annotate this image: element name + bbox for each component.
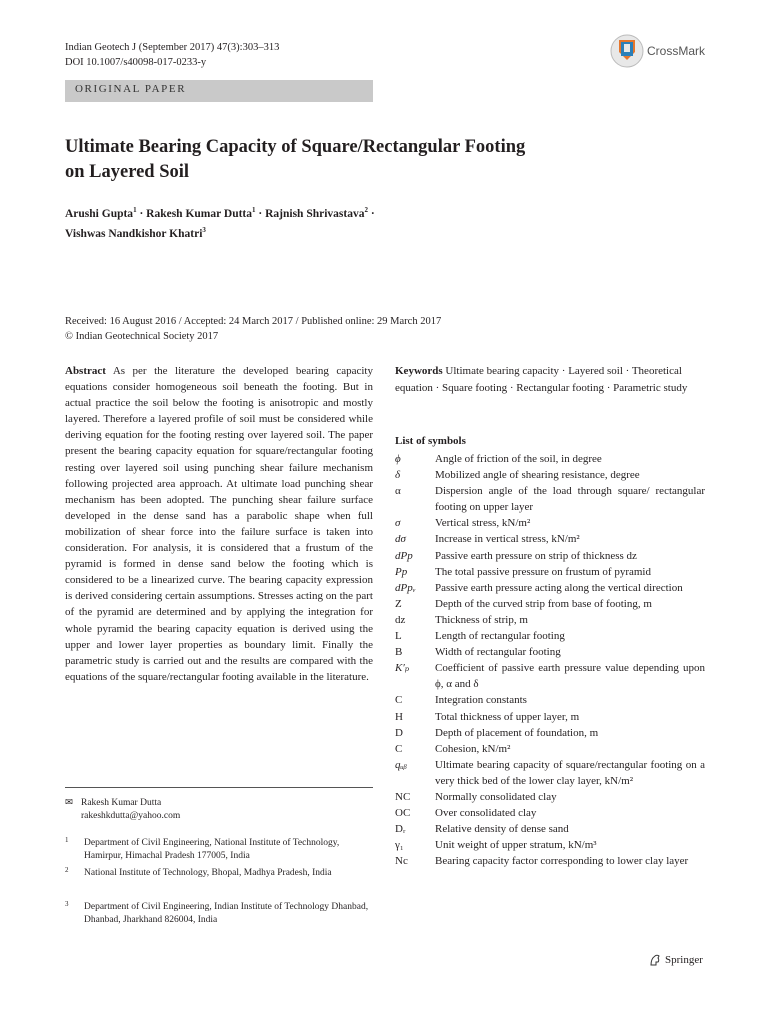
symbol-definition: Over consolidated clay [435, 807, 537, 820]
symbol-definition: Passive earth pressure acting along the vertical direction [435, 581, 683, 594]
symbol-definition: Increase in vertical stress, kN/m² [435, 533, 580, 546]
symbol: OC [395, 807, 411, 820]
symbol: dPp [395, 549, 413, 562]
symbol-row [395, 451, 705, 467]
abstract-heading: Abstract [65, 365, 106, 377]
symbol-row [395, 531, 705, 547]
publisher-name: Springer [665, 954, 703, 966]
copyright: © Indian Geotechnical Society 2017 [65, 331, 219, 342]
symbol: γ₁ [395, 839, 404, 852]
keywords-heading: Keywords [395, 365, 443, 377]
symbol: C [395, 694, 403, 707]
symbol-row [395, 548, 705, 564]
contact-name: Rakesh Kumar Dutta [81, 798, 162, 808]
symbol-row [395, 483, 705, 515]
symbol: Dᵣ [395, 823, 406, 836]
symbol-row [395, 612, 705, 628]
corresponding-author [65, 797, 180, 823]
symbol-row [395, 757, 705, 789]
crossmark-icon [610, 34, 644, 68]
journal-citation: Indian Geotech J (September 2017) 47(3):303–313 [65, 42, 280, 53]
symbol-row [395, 821, 705, 837]
article-type-banner [65, 80, 373, 102]
symbol-definition: Cohesion, kN/m² [435, 742, 511, 755]
symbol-definition: Bearing capacity factor corresponding to lower clay layer [435, 855, 689, 868]
symbol-definition: Total thickness of upper layer, m [435, 710, 580, 723]
article-type: ORIGINAL PAPER [75, 83, 187, 95]
paper-title: Ultimate Bearing Capacity of Square/Rectangular Footing on Layered Soil [65, 137, 526, 182]
crossmark-badge[interactable] [610, 32, 720, 70]
symbol-row [395, 853, 705, 869]
footnote-divider [65, 787, 373, 788]
symbol: Nc [395, 855, 408, 868]
abstract [65, 363, 373, 685]
symbol: α [395, 485, 401, 498]
symbol: L [395, 630, 402, 643]
symbol-definition: Unit weight of upper stratum, kN/m³ [435, 839, 597, 852]
symbol: NC [395, 790, 411, 803]
author-list: Arushi Gupta$^1$ · Rakesh Kumar Dutta$^1$ · Rajnish Shrivastava$^2$ · Vishwas Nandkishor Khatri$^3$ [65, 206, 375, 240]
symbol-row [395, 725, 705, 741]
symbol-row [395, 580, 705, 596]
symbol-row [395, 628, 705, 644]
symbol-definition: Integration constants [435, 694, 527, 707]
affiliation: 3 Department of Civil Engineering, Indian Institute of Technology Dhanbad, Dhanbad, Jharkhand 826004, India [65, 900, 369, 925]
symbol: K′ₚ [395, 662, 410, 675]
symbol-definition: Width of rectangular footing [435, 646, 561, 659]
springer-horse-icon [648, 953, 662, 967]
symbol: qᵤᵦ [395, 758, 407, 771]
symbol-definition: Passive earth pressure on strip of thickness dz [435, 549, 637, 562]
symbol-definition: Vertical stress, kN/m² [435, 517, 531, 530]
symbol-definition: Dispersion angle of the load through square/ rectangular footing on upper layer [435, 485, 705, 514]
keywords-text: Ultimate bearing capacity · Layered soil · Theoretical equation · Square footing · Rectangular footing · Parametric study [395, 365, 688, 394]
crossmark-label: CrossMark [647, 44, 706, 58]
symbol: Z [395, 597, 402, 610]
symbol: Pp [395, 565, 408, 578]
keywords [395, 363, 705, 397]
symbols-list [395, 451, 705, 869]
symbol-row [395, 467, 705, 483]
symbol-definition: Length of rectangular footing [435, 630, 565, 643]
symbol-row [395, 596, 705, 612]
symbol-row [395, 644, 705, 660]
symbol: σ [395, 517, 401, 530]
symbol-definition: Coefficient of passive earth pressure value depending upon ϕ, α and δ [435, 662, 705, 691]
publication-dates [65, 314, 441, 344]
symbol-definition: Angle of friction of the soil, in degree [435, 453, 602, 465]
symbol-definition: Depth of placement of foundation, m [435, 726, 599, 739]
contact-email[interactable]: rakeshkdutta@yahoo.com [81, 811, 181, 821]
symbol-row [395, 564, 705, 580]
symbol-definition: Ultimate bearing capacity of square/rectangular footing on a very thick bed of the lower clay layer, kN/m² [435, 758, 705, 787]
symbol-row [395, 709, 705, 725]
symbol-row [395, 515, 705, 531]
symbol: δ [395, 469, 401, 482]
symbol-definition: Relative density of dense sand [435, 823, 569, 836]
symbol-definition: The total passive pressure on frustum of pyramid [435, 565, 651, 578]
symbol-row [395, 692, 705, 708]
symbol: B [395, 646, 403, 659]
symbol: ϕ [395, 453, 401, 465]
publisher-logo [648, 953, 703, 967]
symbol-definition: Depth of the curved strip from base of footing, m [435, 597, 652, 610]
envelope-icon: ✉ [65, 798, 73, 808]
abstract-text: As per the literature the developed bearing capacity equations consider homogeneous soil beneath the footing. But in actual practice the soil below the footing is anisotropic and mostly layered. Therefore a layered profile of soil must be considered while deriving equation for the footing resting over layered soil. The paper present the bearing capacity equation for square/rectangular footing resting over layered soil using punching shear failure mechanism following projected area approach. At ultimate load punching shear mechanism has been adopted. The punching shear failure surface developed in the dense sand has a parabolic shape when full mobilization of shear force into the failure surface is taken into consideration. For analysis, it is considered that a frustum of the pyramid is formed in dense sand below the footing which is considered to be a linearized curve. The bearing capacity expression is derived considering certain assumptions. Stresses acting on the part of the pyramid are determined and by applying the integration for whole pyramid the bearing capacity equation is derived using the upper and lower layer properties as boundary limit. Finally the parametric study is carried out and the results are compared with the equations of the square/rectangular footing available in the literature. [65, 365, 373, 683]
symbol-row [395, 741, 705, 757]
doi[interactable]: DOI 10.1007/s40098-017-0233-y [65, 57, 207, 68]
author[interactable]: Rajnish Shrivastava$^2$ [265, 206, 368, 220]
symbol: dPpᵥ [395, 581, 416, 594]
symbol-row [395, 837, 705, 853]
symbol-definition: Thickness of strip, m [435, 613, 528, 626]
affiliation: 2 National Institute of Technology, Bhopal, Madhya Pradesh, India [65, 866, 332, 878]
symbol: dz [395, 613, 406, 626]
history-dates: Received: 16 August 2016 / Accepted: 24 March 2017 / Published online: 29 March 2017 [65, 316, 442, 327]
author[interactable]: Arushi Gupta$^1$ [65, 206, 137, 220]
affiliation: 1 Department of Civil Engineering, National Institute of Technology, Hamirpur, Himachal Pradesh 177005, India [65, 836, 340, 861]
author[interactable]: Vishwas Nandkishor Khatri$^3$ [65, 225, 206, 240]
symbol: dσ [395, 533, 406, 546]
symbol: D [395, 726, 403, 739]
symbol-row [395, 789, 705, 805]
symbol: H [395, 710, 403, 723]
symbol-row [395, 660, 705, 692]
symbols-heading: List of symbols [395, 435, 466, 447]
symbol-definition: Normally consolidated clay [435, 790, 557, 803]
symbol-row [395, 805, 705, 821]
author[interactable]: Rakesh Kumar Dutta$^1$ [146, 206, 256, 220]
journal-header [65, 40, 279, 70]
symbol: C [395, 742, 403, 755]
symbol-definition: Mobilized angle of shearing resistance, degree [435, 469, 640, 482]
